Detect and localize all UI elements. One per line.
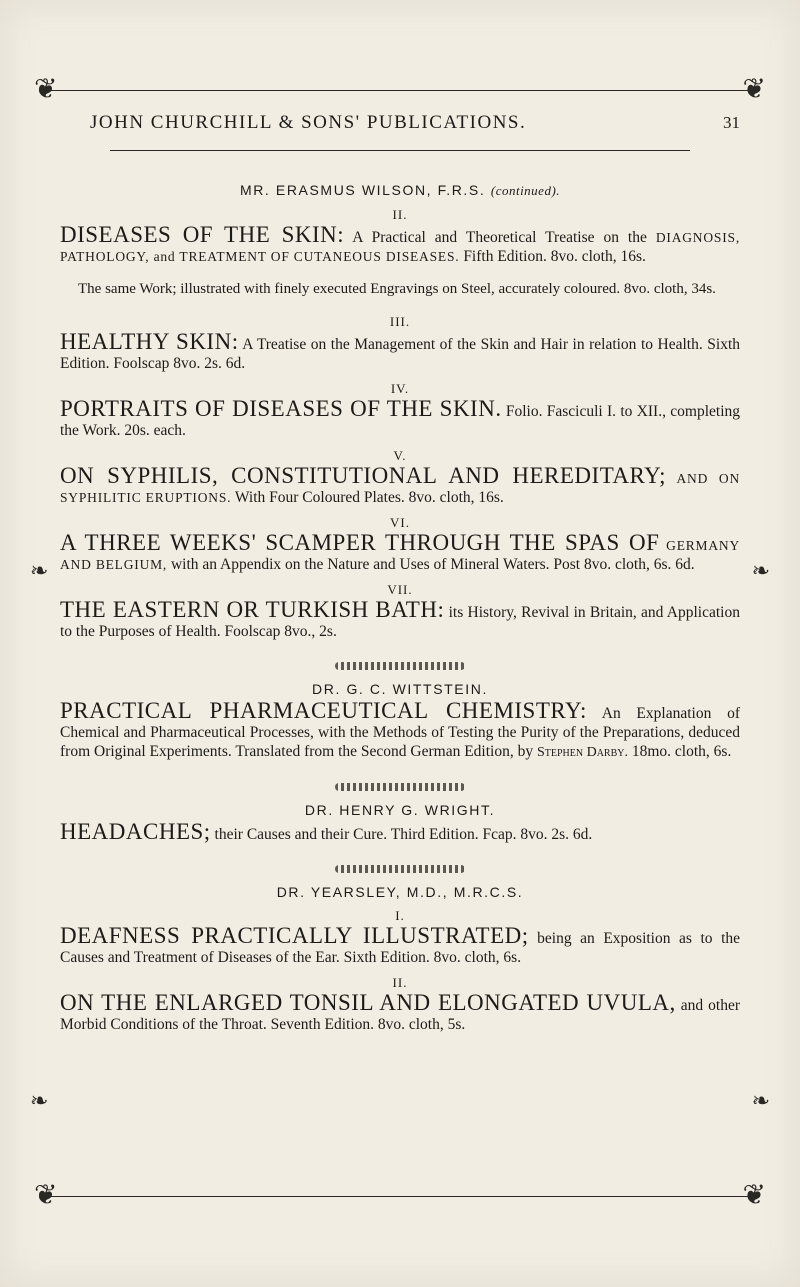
corner-ornament-bottom-left: ❦ [34, 1180, 58, 1211]
bottom-rule [40, 1196, 760, 1197]
catalogue-content [60, 182, 740, 1034]
left-margin-ornament-lower: ❧ [30, 1088, 49, 1113]
entry-number: V. [393, 448, 407, 463]
catalogue-entry: ON SYPHILIS, CONSTITUTIONAL AND HEREDITARY; AND ON SYPHILITIC ERUPTIONS. With Four Coloured Plates. 8vo. cloth, 16s. [60, 463, 740, 506]
catalogue-entry: THE EASTERN OR TURKISH BATH: its History, Revival in Britain, and Application to the Purposes of Health. Foolscap 8vo., 2s. [60, 597, 740, 640]
catalogue-entry: A THREE WEEKS' SCAMPER THROUGH THE SPAS OF GERMANY AND BELGIUM, with an Appendix on the Nature and Uses of Mineral Waters. Post 8vo. cloth, 6s. 6d. [60, 530, 740, 573]
author-heading: MR. ERASMUS WILSON, F.R.S. (continued). [239, 182, 561, 198]
entry-number: I. [395, 908, 405, 923]
entry-number: IV. [390, 381, 410, 396]
catalogue-entry: HEADACHES; their Causes and their Cure. Third Edition. Fcap. 8vo. 2s. 6d. [60, 819, 593, 844]
author-heading: DR. YEARSLEY, M.D., M.R.C.S. [276, 884, 524, 900]
corner-ornament-top-right: ❦ [742, 74, 766, 105]
author-heading: DR. HENRY G. WRIGHT. [304, 802, 496, 818]
right-margin-ornament: ❧ [751, 558, 770, 583]
left-margin-ornament: ❧ [30, 558, 49, 583]
running-title: JOHN CHURCHILL & SONS' PUBLICATIONS. [90, 112, 527, 133]
entry-number: II. [392, 207, 408, 222]
catalogue-entry: HEALTHY SKIN: A Treatise on the Management of the Skin and Hair in relation to Health. Sixth Edition. Foolscap 8vo. 2s. 6d. [60, 329, 740, 372]
catalogue-entry: DISEASES OF THE SKIN: A Practical and Theoretical Treatise on the DIAGNOSIS, PATHOLOGY, and TREATMENT OF CUTANEOUS DISEASES. Fifth Edition. 8vo. cloth, 16s. [60, 222, 740, 265]
corner-ornament-top-left: ❦ [34, 74, 58, 105]
page-number: 31 [723, 113, 740, 132]
right-margin-ornament-lower: ❧ [751, 1088, 770, 1113]
catalogue-entry: ON THE ENLARGED TONSIL AND ELONGATED UVULA, and other Morbid Conditions of the Throat. Seventh Edition. 8vo. cloth, 5s. [60, 990, 740, 1033]
section-divider [60, 657, 740, 667]
catalogue-entry: DEAFNESS PRACTICALLY ILLUSTRATED; being an Exposition as to the Causes and Treatment of Diseases of the Ear. Sixth Edition. 8vo. cloth, 6s. [60, 923, 741, 966]
section-divider [60, 860, 740, 870]
section-divider [60, 778, 740, 788]
catalogue-entry: The same Work; illustrated with finely executed Engravings on Steel, accurately coloured. 8vo. cloth, 34s. [78, 281, 716, 297]
header-rule [110, 150, 690, 151]
corner-ornament-bottom-right: ❦ [742, 1180, 766, 1211]
author-heading: DR. G. C. WITTSTEIN. [312, 681, 488, 697]
top-rule [40, 90, 760, 91]
entry-number: II. [392, 975, 408, 990]
catalogue-entry: PORTRAITS OF DISEASES OF THE SKIN. Folio. Fasciculi I. to XII., completing the Work. 20s. each. [60, 396, 740, 439]
entry-number: VI. [390, 515, 410, 530]
catalogue-entry: PRACTICAL PHARMACEUTICAL CHEMISTRY: An Explanation of Chemical and Pharmaceutical Processes, with the Methods of Testing the Purity of the Preparations, deduced from Original Experiments. Translated from the Second German Edition, by Stephen Darby. 18mo. cloth, 6s. [60, 698, 740, 760]
entry-number: III. [389, 314, 411, 329]
entry-number: VII. [387, 582, 413, 597]
page-header [90, 112, 740, 134]
